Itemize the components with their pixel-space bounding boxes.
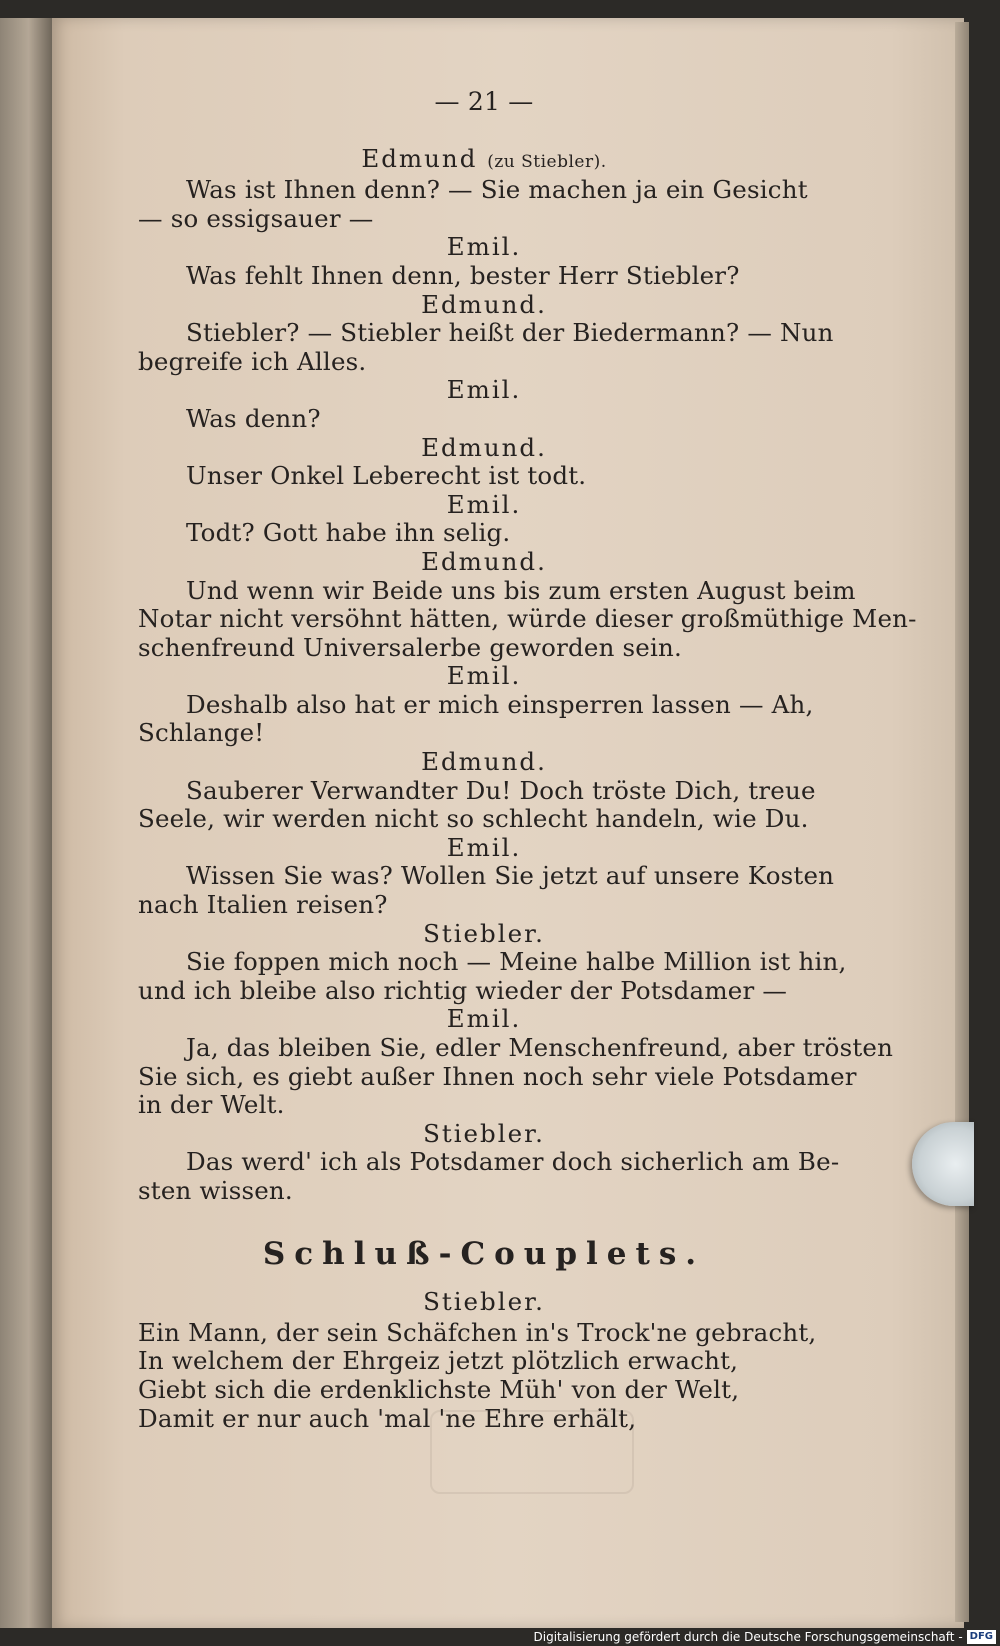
text-line: Todt? Gott habe ihn selig.	[186, 518, 511, 548]
verse-line: In welchem der Ehrgeiz jetzt plötzlich erwacht,	[138, 1346, 739, 1376]
dfg-logo: DFG	[967, 1630, 996, 1644]
speaker-label: Edmund	[361, 143, 478, 173]
dialogue-line	[138, 262, 830, 291]
dialogue	[138, 143, 917, 1206]
text-line: nach Italien reisen?	[138, 890, 388, 920]
speaker-label: Edmund.	[421, 432, 547, 462]
footer-credit	[534, 1628, 997, 1646]
dialogue-line	[138, 777, 830, 834]
text-line: in der Welt.	[138, 1090, 285, 1120]
dialogue-line	[138, 176, 830, 233]
left-page-edge	[0, 18, 52, 1628]
text-line: Unser Onkel Leberecht ist todt.	[186, 461, 587, 491]
speaker-label: Edmund.	[421, 546, 547, 576]
dialogue-line	[138, 947, 847, 1005]
page-text	[138, 87, 917, 1433]
speaker-name	[138, 834, 830, 863]
verse-line: Damit er nur auch 'mal 'ne Ehre erhält,	[138, 1403, 637, 1433]
speaker-label: Emil.	[446, 489, 522, 519]
text-line: Wissen Sie was? Wollen Sie jetzt auf unsere Kosten	[186, 861, 835, 891]
verse-line: Giebt sich die erdenklichste Müh' von der Welt,	[138, 1374, 740, 1404]
speaker-name	[138, 1005, 830, 1034]
text-line: Ja, das bleiben Sie, edler Menschenfreund, aber trösten	[186, 1033, 894, 1062]
text-line: Das werd' ich als Potsdamer doch sicherlich am Be-	[186, 1147, 840, 1177]
text-line: Sie sich, es giebt außer Ihnen noch sehr viele Potsdamer	[138, 1061, 857, 1091]
dialogue-line	[138, 519, 830, 548]
text-line: schenfreund Universalerbe geworden sein.	[138, 632, 683, 662]
speaker-name	[138, 1120, 830, 1149]
page-stack-edge	[955, 22, 969, 1622]
text-line: Schlange!	[138, 718, 265, 748]
speaker-label: Emil.	[446, 375, 522, 405]
speaker-label: Stiebler.	[423, 918, 545, 948]
dialogue-line	[138, 575, 917, 663]
couplet-speaker: Stiebler.	[423, 1287, 545, 1317]
dialogue-line	[138, 1033, 894, 1120]
text-line: Was denn?	[186, 403, 321, 433]
speaker-name	[138, 748, 830, 777]
speaker-name	[138, 434, 830, 463]
dialogue-line	[138, 318, 834, 376]
text-line: Was fehlt Ihnen denn, bester Herr Stiebler?	[186, 260, 740, 290]
text-line: Stiebler? — Stiebler heißt der Biedermann? — Nun	[186, 318, 834, 348]
dialogue-line	[138, 405, 830, 434]
speaker-label: Stiebler.	[423, 1118, 545, 1148]
text-line: Notar nicht versöhnt hätten, würde dieser großmüthige Men-	[138, 604, 917, 634]
text-line: Und wenn wir Beide uns bis zum ersten August beim	[186, 575, 856, 605]
dialogue-line	[138, 861, 835, 920]
text-line: Deshalb also hat er mich einsperren lassen — Ah,	[186, 689, 814, 719]
speaker-name	[138, 548, 830, 577]
text-line: Was ist Ihnen denn? — Sie machen ja ein Gesicht	[186, 175, 808, 205]
verse	[138, 1319, 830, 1433]
footer-text: Digitalisierung gefördert durch die Deutsche Forschungsgemeinschaft -	[533, 1630, 963, 1644]
speaker-name	[138, 920, 830, 949]
text-line: sten wissen.	[138, 1175, 293, 1205]
text-line: Sie foppen mich noch — Meine halbe Million ist hin,	[186, 947, 847, 977]
speaker-name	[138, 233, 830, 262]
section-title: Schluß-Couplets.	[262, 1235, 706, 1272]
text-line: Seele, wir werden nicht so schlecht handeln, wie Du.	[138, 804, 809, 834]
text-line: begreife ich Alles.	[138, 346, 367, 376]
speaker-label: Edmund.	[421, 289, 547, 319]
dialogue-line	[138, 462, 830, 491]
speaker-label: Emil.	[446, 832, 522, 862]
speaker-name	[138, 662, 830, 691]
speaker-label: Emil.	[446, 1004, 522, 1034]
stage-direction: (zu Stiebler).	[487, 151, 607, 172]
speaker-label: Emil.	[446, 661, 522, 691]
speaker-label: Emil.	[446, 232, 522, 262]
speaker-name	[138, 145, 830, 177]
text-line: und ich bleibe also richtig wieder der Potsdamer —	[138, 975, 788, 1005]
dialogue-line	[138, 691, 830, 748]
speaker-label: Edmund.	[421, 747, 547, 777]
dialogue-line	[138, 1147, 840, 1205]
text-line: Sauberer Verwandter Du! Doch tröste Dich, treue	[186, 775, 816, 805]
speaker-name	[138, 291, 830, 320]
page-number: — 21 —	[434, 87, 534, 116]
speaker-name	[138, 376, 830, 405]
verse-line: Ein Mann, der sein Schäfchen in's Trock'ne gebracht,	[138, 1317, 817, 1347]
text-line: — so essigsauer —	[138, 203, 374, 233]
speaker-name	[138, 491, 830, 520]
